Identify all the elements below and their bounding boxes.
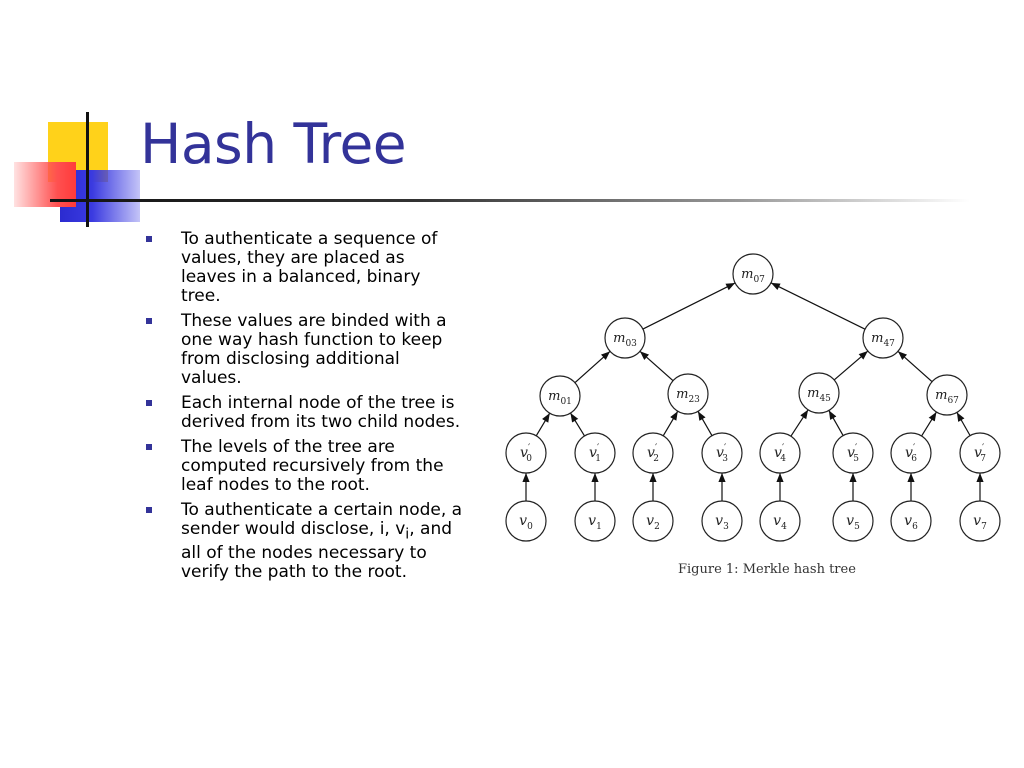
tree-edge-vp4-to-m45	[791, 410, 808, 436]
bullet-text-part: To authenticate a certain node, a sender would disclose, i, v	[181, 500, 463, 539]
tree-node-label: $v_5$	[846, 513, 860, 532]
tree-node-v4	[760, 501, 800, 541]
tree-node-label: $v_3$	[715, 513, 729, 532]
merkle-tree-diagram	[500, 250, 1010, 550]
bullet-marker-icon	[146, 400, 152, 406]
bullet-text: Each internal node of the tree is derived from its two child nodes.	[181, 393, 461, 432]
figure-caption: Figure 1: Merkle hash tree	[678, 562, 856, 577]
tree-node-v7	[960, 501, 1000, 541]
tree-node-label: $v_6$	[904, 513, 918, 532]
tree-node-label: v′ 6	[905, 443, 917, 464]
bullet-text-with-subscript	[181, 500, 462, 582]
bullet-item	[146, 394, 464, 432]
tree-edge-vp2-to-m23	[663, 411, 678, 436]
tree-node-label: $m_{67}$	[935, 388, 959, 406]
tree-node-vp1	[575, 433, 615, 473]
tree-edge-m01-to-m03	[575, 351, 610, 382]
bullet-marker-icon	[146, 507, 152, 513]
tree-edge-vp5-to-m45	[829, 410, 843, 435]
bullet-item	[146, 312, 464, 388]
tree-node-label: $m_{07}$	[741, 267, 765, 285]
tree-node-v2	[633, 501, 673, 541]
tree-node-label: $v_4$	[773, 513, 787, 532]
tree-node-v0	[506, 501, 546, 541]
tree-node-m45	[799, 373, 839, 413]
tree-edge-vp7-to-m67	[957, 412, 970, 435]
tree-node-label: v′ 1	[589, 443, 601, 464]
tree-node-m01	[540, 376, 580, 416]
tree-node-vp4	[760, 433, 800, 473]
slide-title: Hash Tree	[140, 112, 407, 176]
bullet-item	[146, 501, 464, 582]
tree-edge-m23-to-m03	[640, 351, 673, 380]
bullet-marker-icon	[146, 444, 152, 450]
tree-edge-vp1-to-m01	[570, 413, 584, 436]
tree-node-v3	[702, 501, 742, 541]
tree-node-m47	[863, 318, 903, 358]
tree-node-m07	[733, 254, 773, 294]
tree-node-label: $v_0$	[519, 513, 533, 532]
tree-edge-vp0-to-m01	[536, 413, 550, 436]
bullet-text: The levels of the tree are computed recursively from the leaf nodes to the root.	[181, 437, 444, 495]
tree-node-label: v′ 7	[974, 443, 986, 464]
tree-node-m67	[927, 375, 967, 415]
tree-node-v1	[575, 501, 615, 541]
tree-node-vp7	[960, 433, 1000, 473]
title-underline	[50, 199, 970, 202]
tree-node-vp6	[891, 433, 931, 473]
tree-edge-vp6-to-m67	[922, 412, 937, 436]
tree-node-label: $m_{03}$	[613, 331, 637, 349]
tree-node-label: $m_{01}$	[548, 389, 572, 407]
tree-node-label: $m_{45}$	[807, 386, 831, 404]
bullet-subscript: i	[405, 526, 410, 543]
tree-node-vp3	[702, 433, 742, 473]
tree-node-label: v′ 3	[716, 443, 728, 464]
tree-node-label: $v_7$	[973, 513, 987, 532]
tree-node-vp0	[506, 433, 546, 473]
tree-node-label: $m_{47}$	[871, 331, 895, 349]
tree-node-m23	[668, 374, 708, 414]
tree-node-label: v′ 0	[520, 443, 532, 464]
bullet-text: To authenticate a sequence of values, they are placed as leaves in a balanced, binary tree.	[181, 229, 438, 306]
decor-vertical-line	[86, 112, 89, 227]
bullet-text: These values are binded with a one way hash function to keep from disclosing additional values.	[181, 311, 447, 388]
bullet-item	[146, 438, 464, 495]
tree-node-vp5	[833, 433, 873, 473]
tree-node-v5	[833, 501, 873, 541]
tree-node-label: $m_{23}$	[676, 387, 700, 405]
bullet-item	[146, 230, 464, 306]
tree-edge-vp3-to-m23	[698, 411, 712, 435]
tree-edge-m03-to-m07	[643, 283, 735, 329]
tree-node-label: $v_2$	[646, 513, 660, 532]
bullet-marker-icon	[146, 318, 152, 324]
tree-edge-m45-to-m47	[834, 351, 868, 380]
tree-node-vp2	[633, 433, 673, 473]
tree-edge-m67-to-m47	[898, 351, 932, 381]
bullet-list	[146, 230, 464, 588]
tree-node-label: $v_1$	[588, 513, 602, 532]
bullet-text-part: , and all of the nodes necessary to verify the path to the root.	[181, 519, 453, 583]
tree-node-v6	[891, 501, 931, 541]
tree-node-label: v′ 4	[774, 443, 786, 464]
bullet-marker-icon	[146, 236, 152, 242]
tree-node-label: v′ 2	[647, 443, 659, 464]
tree-edge-m47-to-m07	[771, 283, 865, 329]
tree-node-label: v′ 5	[847, 443, 859, 464]
tree-node-m03	[605, 318, 645, 358]
